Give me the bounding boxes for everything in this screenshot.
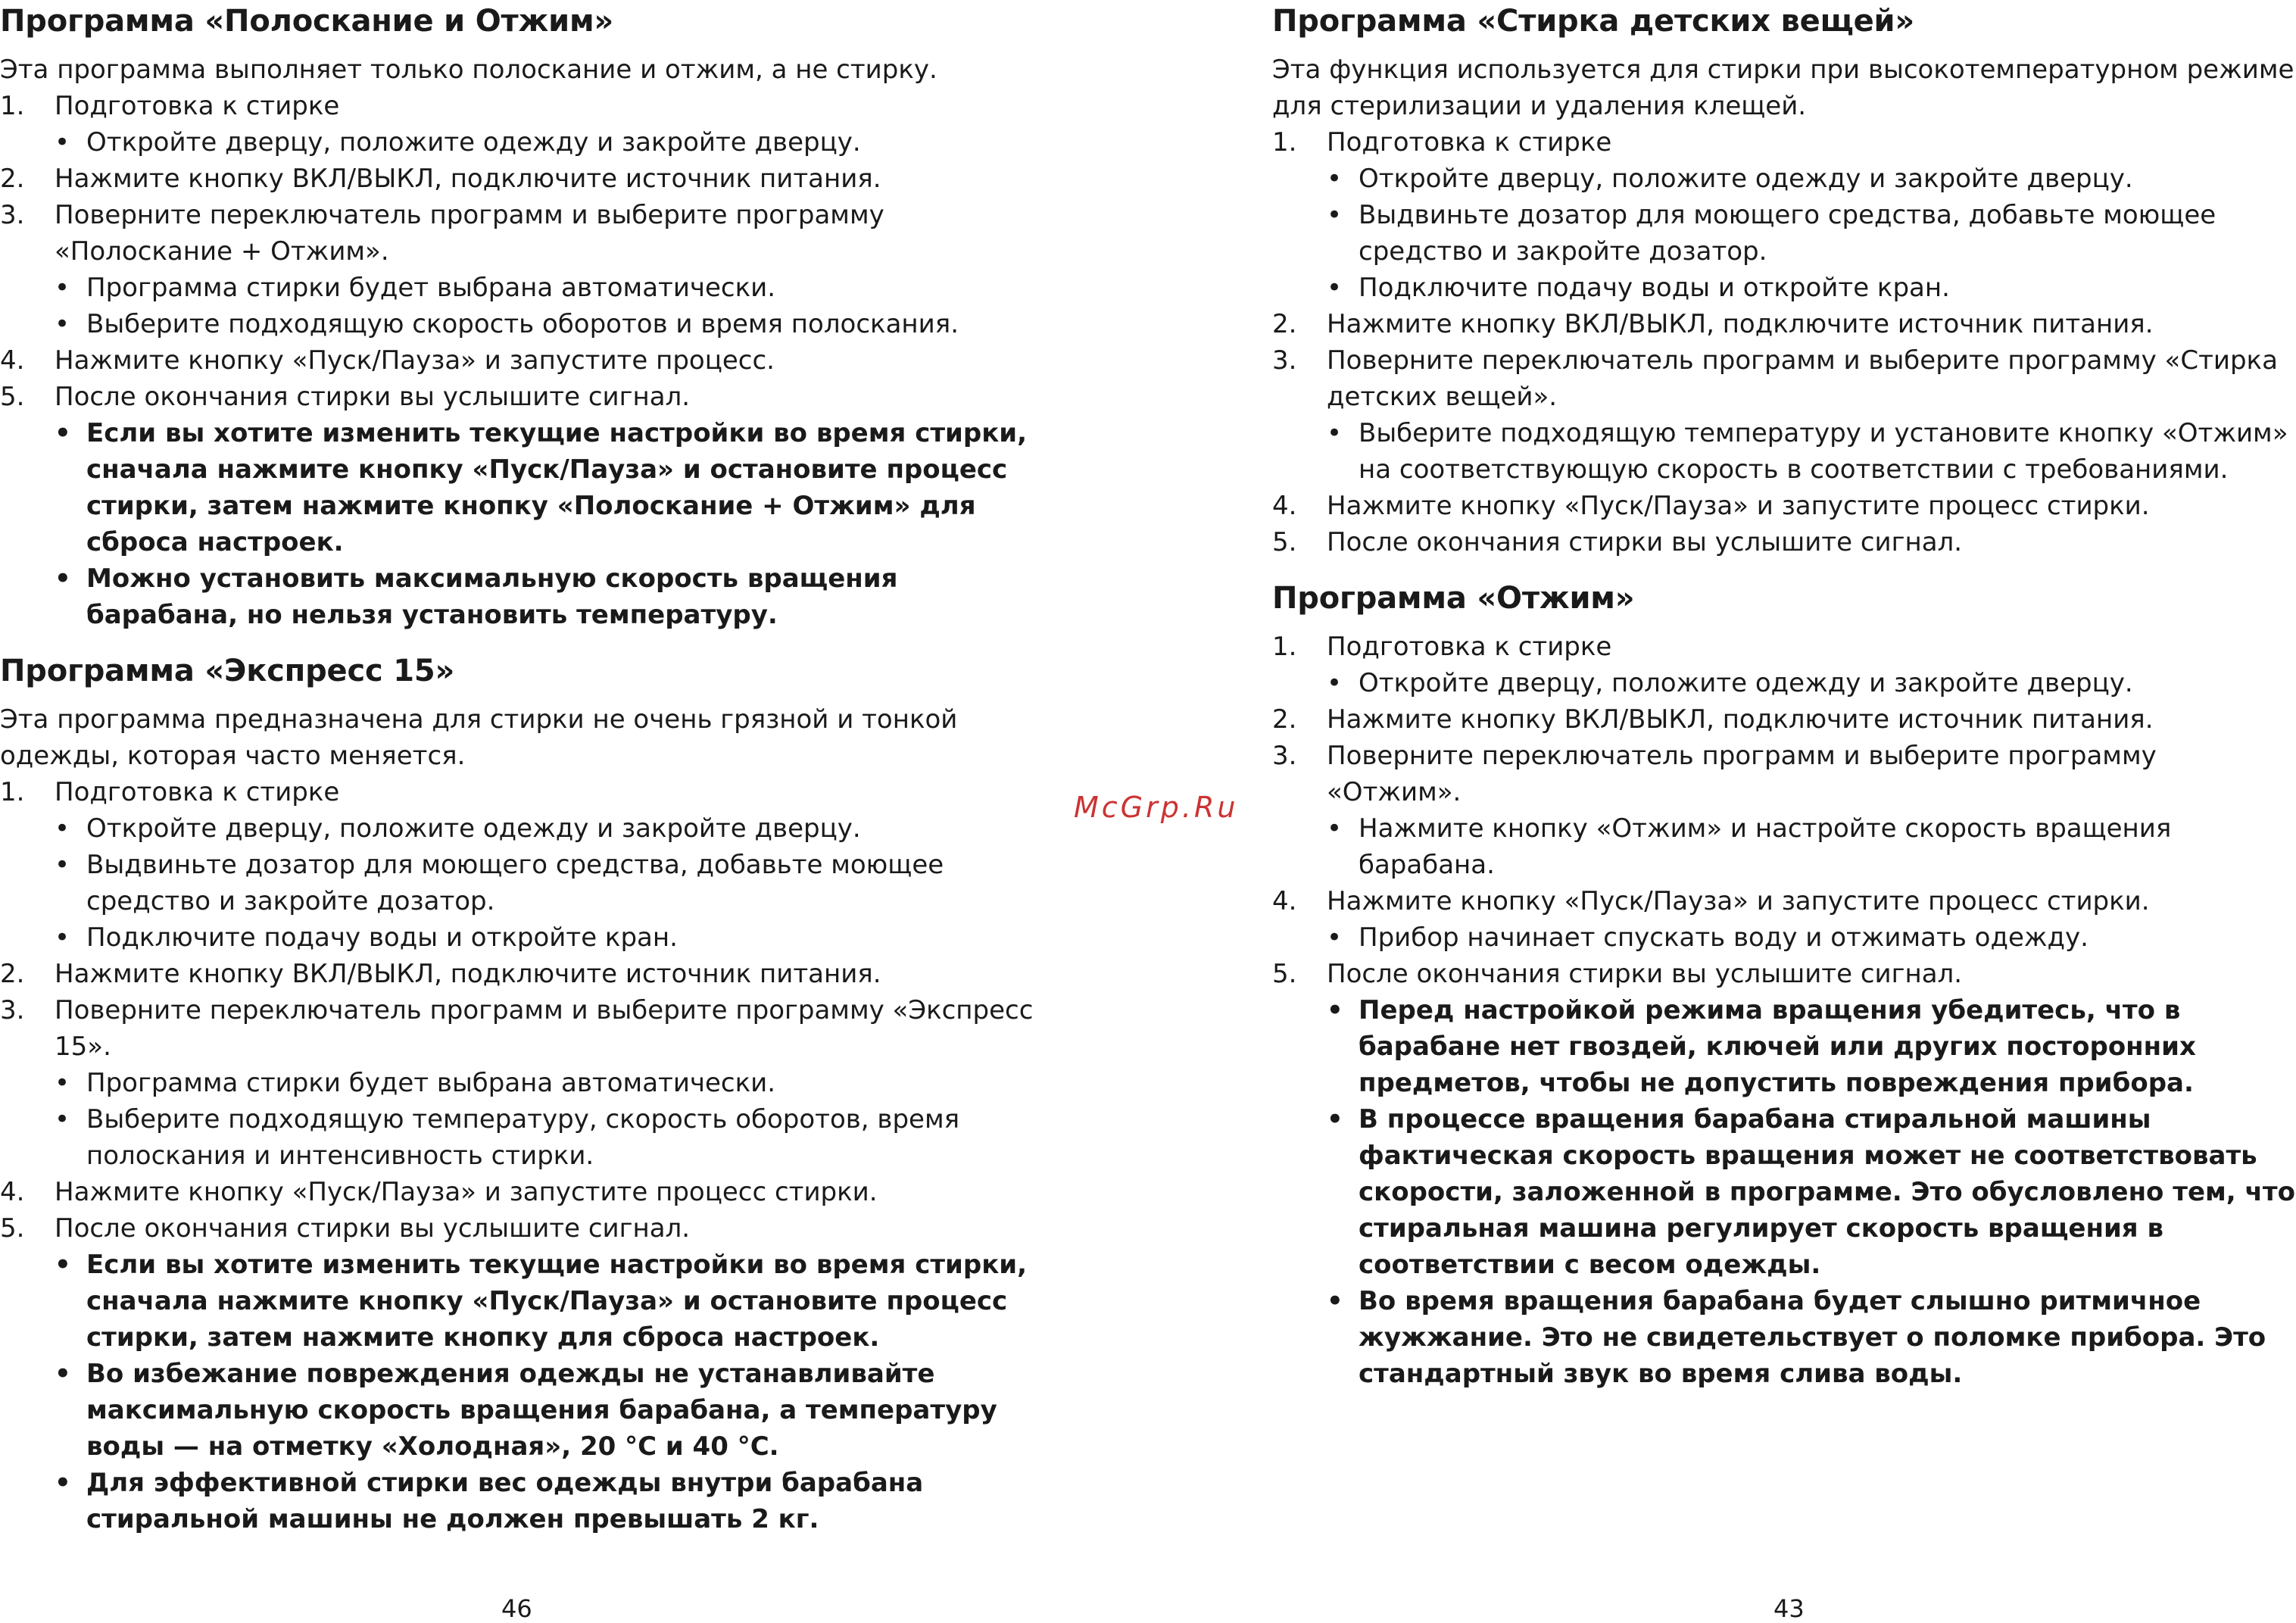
watermark-text: McGrp.Ru	[1074, 791, 1239, 824]
step-text: Подготовка к стирке	[55, 91, 340, 121]
step-number: 1.	[0, 777, 25, 807]
bullet-text: Программа стирки будет выбрана автоматически.	[86, 1068, 776, 1098]
bullet-item	[1327, 919, 2296, 956]
step-item	[0, 1174, 1037, 1210]
bullet-item	[1327, 810, 2296, 883]
section-intro: Эта функция используется для стирки при высокотемпературном режиме для стерилизации и удаления клещей.	[1272, 55, 2294, 121]
bullet-dot-icon: •	[55, 1250, 71, 1280]
step-number: 4.	[1272, 886, 1297, 916]
step-number: 5.	[1272, 527, 1297, 557]
step-row	[0, 379, 1037, 415]
step-row	[0, 956, 1037, 992]
section-rinse-spin	[0, 0, 1037, 633]
warning-list	[0, 1247, 1037, 1537]
step-text: Нажмите кнопку «Пуск/Пауза» и запустите процесс стирки.	[1327, 886, 2150, 916]
warning-list	[0, 415, 1037, 633]
step-row	[1272, 956, 2296, 992]
bullet-item	[55, 810, 1037, 847]
bullet-list	[0, 124, 1037, 161]
bullet-list	[0, 270, 1037, 342]
bullet-item	[1327, 270, 2296, 306]
section-intro: Эта программа выполняет только полоскание и отжим, а не стирку.	[0, 55, 937, 85]
step-number: 1.	[1272, 127, 1297, 158]
section-intro: Эта программа предназначена для стирки не очень грязной и тонкой одежды, которая часто меняется.	[0, 704, 958, 771]
page-number-right: 43	[1773, 1594, 1805, 1623]
warning-text: Если вы хотите изменить текущие настройки во время стирки, сначала нажмите кнопку «Пуск/Пауза» и остановите процесс стирки, затем нажмите кнопку «Полоскание + Отжим» для сброса настроек.	[86, 418, 1028, 557]
bullet-dot-icon: •	[55, 1068, 70, 1098]
step-text: Нажмите кнопку «Пуск/Пауза» и запустите процесс стирки.	[55, 1177, 878, 1207]
bullet-list	[1272, 919, 2296, 956]
bullet-dot-icon: •	[55, 309, 70, 339]
step-item	[0, 88, 1037, 161]
bullet-dot-icon: •	[55, 127, 70, 158]
bullet-dot-icon: •	[55, 1104, 70, 1135]
step-number: 3.	[1272, 345, 1297, 376]
step-item	[0, 161, 1037, 197]
step-row	[0, 774, 1037, 810]
step-item	[1272, 883, 2296, 956]
bullet-text: Нажмите кнопку «Отжим» и настройте скорость вращения барабана.	[1359, 813, 2172, 880]
bullet-dot-icon: •	[55, 563, 71, 594]
bullet-list	[1272, 665, 2296, 701]
step-row	[1272, 124, 2296, 161]
bullet-item	[1327, 665, 2296, 701]
step-item	[1272, 524, 2296, 560]
left-page-column	[0, 0, 1037, 1537]
step-item	[0, 992, 1037, 1174]
bullet-text: Выдвиньте дозатор для моющего средства, добавьте моющее средство и закройте дозатор.	[86, 850, 944, 916]
warning-text: Во избежание повреждения одежды не устанавливайте максимальную скорость вращения барабана, а температуру воды — на отметку «Холодная», 20 °С и 40 °С.	[86, 1359, 997, 1462]
bullet-text: Программа стирки будет выбрана автоматически.	[86, 273, 776, 303]
warning-item	[1327, 1283, 2296, 1392]
bullet-text: Откройте дверцу, положите одежду и закройте дверцу.	[1359, 668, 2133, 698]
step-item	[1272, 738, 2296, 883]
step-row	[0, 88, 1037, 124]
step-text: После окончания стирки вы услышите сигнал.	[1327, 527, 1963, 557]
step-item	[0, 956, 1037, 992]
step-number: 2.	[1272, 704, 1297, 735]
step-item	[0, 342, 1037, 379]
bullet-dot-icon: •	[1327, 995, 1343, 1025]
step-item	[0, 774, 1037, 956]
step-number: 4.	[0, 1177, 25, 1207]
section-title: Программа «Стирка детских вещей»	[1272, 4, 1915, 39]
warning-item	[55, 1247, 1037, 1356]
step-row	[1272, 524, 2296, 560]
step-number: 2.	[0, 164, 25, 194]
bullet-item	[1327, 197, 2296, 270]
page-number-left: 46	[501, 1594, 532, 1623]
section-title: Программа «Полоскание и Отжим»	[0, 4, 614, 39]
step-row	[1272, 738, 2296, 810]
step-row	[0, 161, 1037, 197]
bullet-dot-icon: •	[1327, 1104, 1343, 1135]
bullet-item	[1327, 415, 2296, 488]
step-text: Нажмите кнопку ВКЛ/ВЫКЛ, подключите источник питания.	[55, 959, 881, 989]
step-number: 4.	[1272, 491, 1297, 521]
bullet-dot-icon: •	[1327, 273, 1343, 303]
bullet-text: Прибор начинает спускать воду и отжимать одежду.	[1359, 922, 2089, 953]
bullet-item	[1327, 161, 2296, 197]
section-baby-clothes	[1272, 0, 2296, 560]
step-text: Подготовка к стирке	[55, 777, 340, 807]
step-text: Нажмите кнопку ВКЛ/ВЫКЛ, подключите источник питания.	[1327, 704, 2154, 735]
bullet-item	[55, 1065, 1037, 1101]
bullet-list	[1272, 810, 2296, 883]
section-express-15	[0, 650, 1037, 1537]
warning-item	[55, 1465, 1037, 1537]
bullet-text: Подключите подачу воды и откройте кран.	[86, 922, 678, 953]
steps-list	[0, 88, 1037, 633]
steps-list	[0, 774, 1037, 1537]
bullet-text: Откройте дверцу, положите одежду и закройте дверцу.	[86, 813, 861, 844]
warning-text: Перед настройкой режима вращения убедитесь, что в барабане нет гвоздей, ключей или других посторонних предметов, чтобы не допустить повреждения прибора.	[1359, 995, 2196, 1098]
warning-list	[1272, 992, 2296, 1392]
bullet-text: Откройте дверцу, положите одежду и закройте дверцу.	[86, 127, 861, 158]
bullet-text: Выберите подходящую температуру и установите кнопку «Отжим» на соответствующую скорость в соответствии с требованиями.	[1359, 418, 2288, 485]
step-number: 3.	[0, 200, 25, 230]
step-text: После окончания стирки вы услышите сигнал.	[55, 382, 691, 412]
steps-list	[1272, 124, 2296, 560]
step-row	[0, 197, 1037, 270]
section-title: Программа «Экспресс 15»	[0, 654, 455, 688]
step-number: 3.	[1272, 741, 1297, 771]
step-number: 5.	[0, 382, 25, 412]
step-text: Нажмите кнопку ВКЛ/ВЫКЛ, подключите источник питания.	[55, 164, 881, 194]
bullet-text: Выберите подходящую температуру, скорость оборотов, время полоскания и интенсивность стирки.	[86, 1104, 960, 1171]
warning-item	[1327, 1101, 2296, 1283]
bullet-dot-icon: •	[55, 850, 70, 880]
step-row	[1272, 701, 2296, 738]
bullet-dot-icon: •	[1327, 1286, 1343, 1316]
step-text: Нажмите кнопку «Пуск/Пауза» и запустите процесс стирки.	[1327, 491, 2150, 521]
section-spin	[1272, 577, 2296, 1392]
step-number: 2.	[1272, 309, 1297, 339]
bullet-item	[55, 1101, 1037, 1174]
warning-text: Можно установить максимальную скорость вращения барабана, но нельзя установить температуру.	[86, 563, 898, 630]
step-row	[1272, 883, 2296, 919]
step-number: 1.	[1272, 632, 1297, 662]
warning-item	[55, 415, 1037, 560]
bullet-item	[55, 270, 1037, 306]
bullet-text: Подключите подачу воды и откройте кран.	[1359, 273, 1950, 303]
bullet-dot-icon: •	[1327, 200, 1343, 230]
step-text: Нажмите кнопку «Пуск/Пауза» и запустите процесс.	[55, 345, 775, 376]
step-number: 3.	[0, 995, 25, 1025]
bullet-dot-icon: •	[55, 418, 71, 448]
bullet-text: Выдвиньте дозатор для моющего средства, добавьте моющее средство и закройте дозатор.	[1359, 200, 2216, 267]
step-row	[0, 342, 1037, 379]
warning-item	[1327, 992, 2296, 1101]
step-text: Подготовка к стирке	[1327, 632, 1612, 662]
step-item	[1272, 124, 2296, 306]
step-text: Поверните переключатель программ и выберите программу «Полоскание + Отжим».	[55, 200, 884, 267]
step-row	[1272, 629, 2296, 665]
step-item	[1272, 701, 2296, 738]
step-text: Нажмите кнопку ВКЛ/ВЫКЛ, подключите источник питания.	[1327, 309, 2154, 339]
step-number: 4.	[0, 345, 25, 376]
bullet-dot-icon: •	[55, 1468, 71, 1498]
section-title: Программа «Отжим»	[1272, 581, 1635, 616]
step-text: Поверните переключатель программ и выберите программу «Отжим».	[1327, 741, 2157, 807]
bullet-dot-icon: •	[1327, 418, 1343, 448]
step-number: 5.	[0, 1213, 25, 1244]
step-number: 1.	[0, 91, 25, 121]
bullet-item	[55, 919, 1037, 956]
bullet-dot-icon: •	[55, 1359, 71, 1389]
bullet-dot-icon: •	[1327, 813, 1343, 844]
step-item	[1272, 629, 2296, 701]
bullet-item	[55, 306, 1037, 342]
steps-list	[1272, 629, 2296, 1392]
bullet-list	[0, 810, 1037, 956]
step-number: 5.	[1272, 959, 1297, 989]
step-item	[1272, 488, 2296, 524]
bullet-item	[55, 124, 1037, 161]
step-row	[0, 992, 1037, 1065]
bullet-list	[1272, 415, 2296, 488]
warning-text: Если вы хотите изменить текущие настройки во время стирки, сначала нажмите кнопку «Пуск/Пауза» и остановите процесс стирки, затем нажмите кнопку для сброса настроек.	[86, 1250, 1028, 1353]
step-number: 2.	[0, 959, 25, 989]
bullet-dot-icon: •	[1327, 668, 1343, 698]
warning-item	[55, 1356, 1037, 1465]
bullet-dot-icon: •	[55, 813, 70, 844]
step-text: Поверните переключатель программ и выберите программу «Стирка детских вещей».	[1327, 345, 2278, 412]
warning-text: В процессе вращения барабана стиральной машины фактическая скорость вращения может не соответствовать скорости, заложенной в программе. Это обусловлено тем, что стиральная машина регулирует скорость вращения в соответствии с весом одежды.	[1359, 1104, 2295, 1280]
step-text: После окончания стирки вы услышите сигнал.	[1327, 959, 1963, 989]
step-row	[1272, 342, 2296, 415]
bullet-dot-icon: •	[55, 273, 70, 303]
warning-text: Во время вращения барабана будет слышно ритмичное жужжание. Это не свидетельствует о поломке прибора. Это стандартный звук во время слива воды.	[1359, 1286, 2266, 1389]
step-row	[1272, 488, 2296, 524]
warning-item	[55, 560, 1037, 633]
step-item	[1272, 956, 2296, 1392]
step-item	[0, 1210, 1037, 1537]
bullet-text: Откройте дверцу, положите одежду и закройте дверцу.	[1359, 164, 2133, 194]
bullet-list	[1272, 161, 2296, 306]
bullet-text: Выберите подходящую скорость оборотов и время полоскания.	[86, 309, 959, 339]
step-item	[0, 197, 1037, 342]
step-row	[0, 1174, 1037, 1210]
step-text: Подготовка к стирке	[1327, 127, 1612, 158]
step-text: Поверните переключатель программ и выберите программу «Экспресс 15».	[55, 995, 1034, 1062]
right-page-column	[1272, 0, 2296, 1392]
bullet-dot-icon: •	[55, 922, 70, 953]
step-row	[1272, 306, 2296, 342]
bullet-dot-icon: •	[1327, 922, 1343, 953]
bullet-dot-icon: •	[1327, 164, 1343, 194]
step-row	[0, 1210, 1037, 1247]
warning-text: Для эффективной стирки вес одежды внутри барабана стиральной машины не должен превышать 2 кг.	[86, 1468, 924, 1534]
bullet-list	[0, 1065, 1037, 1174]
step-text: После окончания стирки вы услышите сигнал.	[55, 1213, 691, 1244]
step-item	[1272, 342, 2296, 488]
step-item	[0, 379, 1037, 633]
step-item	[1272, 306, 2296, 342]
bullet-item	[55, 847, 1037, 919]
